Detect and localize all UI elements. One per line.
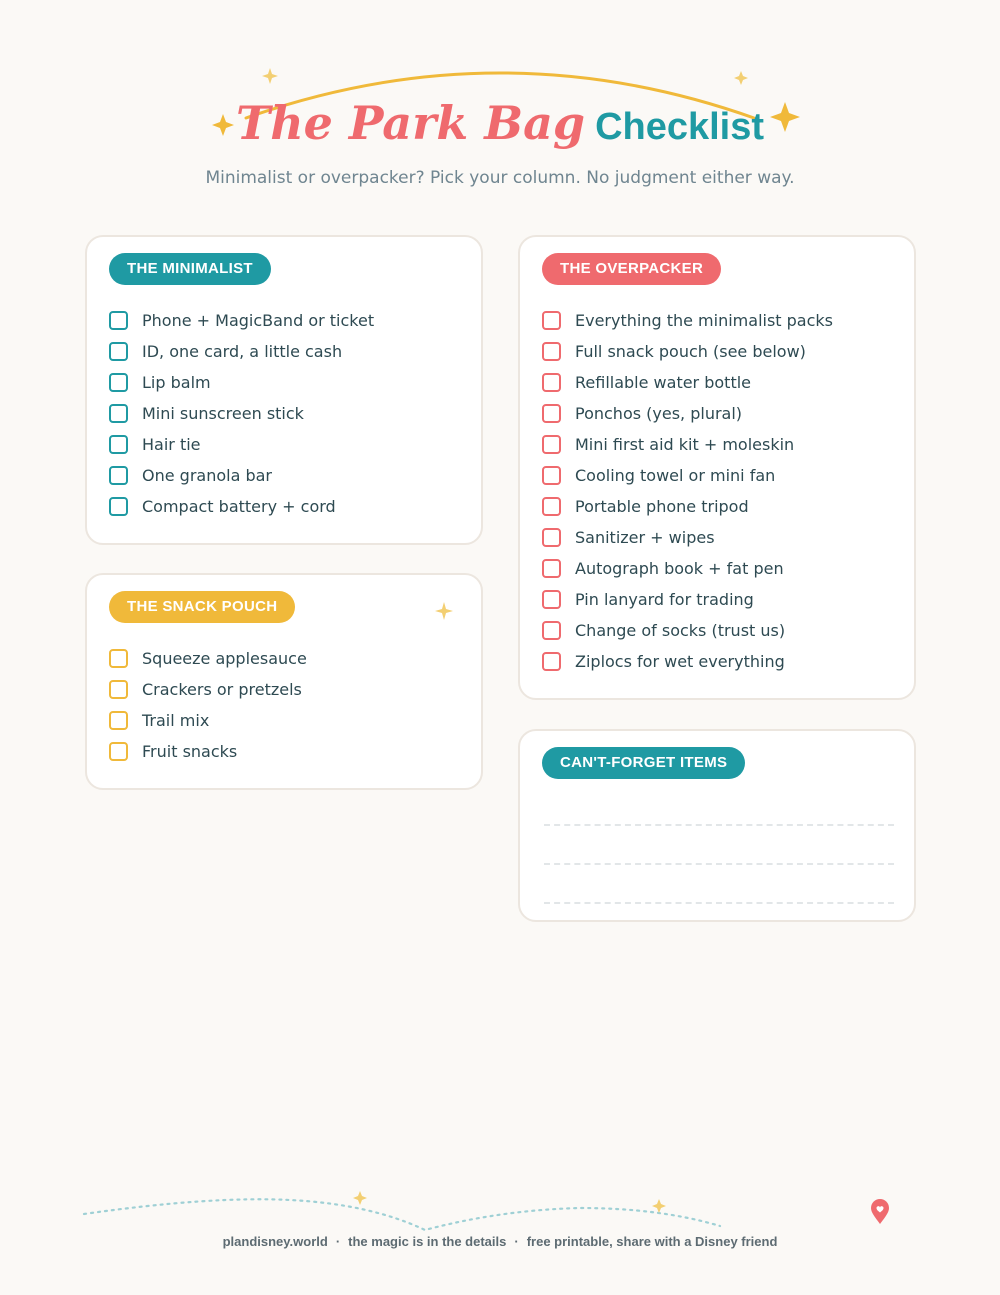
list-item bbox=[109, 367, 374, 398]
checkbox[interactable] bbox=[109, 497, 128, 516]
item-label: Cooling towel or mini fan bbox=[575, 466, 776, 485]
item-label: Ponchos (yes, plural) bbox=[575, 404, 743, 423]
snack-pouch-card bbox=[85, 573, 483, 790]
footer-site: plandisney.world bbox=[222, 1234, 328, 1249]
checkbox[interactable] bbox=[542, 435, 561, 454]
list-item bbox=[542, 460, 833, 491]
footer-decoration bbox=[0, 1180, 1000, 1240]
cant-forget-label: CAN'T-FORGET ITEMS bbox=[542, 747, 745, 779]
snack-pouch-label: THE SNACK POUCH bbox=[109, 591, 295, 623]
list-item bbox=[542, 429, 833, 460]
list-item bbox=[109, 491, 374, 522]
overpacker-card bbox=[518, 235, 916, 700]
checkbox[interactable] bbox=[542, 311, 561, 330]
checkbox[interactable] bbox=[542, 528, 561, 547]
item-label: ID, one card, a little cash bbox=[142, 342, 343, 361]
checkbox[interactable] bbox=[109, 373, 128, 392]
title-bold: Checklist bbox=[595, 106, 765, 148]
checkbox[interactable] bbox=[109, 435, 128, 454]
list-item bbox=[109, 429, 374, 460]
snack-pouch-list bbox=[109, 643, 307, 767]
checkbox[interactable] bbox=[542, 497, 561, 516]
item-label: Pin lanyard for trading bbox=[575, 590, 754, 609]
checkbox[interactable] bbox=[109, 404, 128, 423]
checkbox[interactable] bbox=[542, 652, 561, 671]
list-item bbox=[109, 336, 374, 367]
list-item bbox=[542, 336, 833, 367]
checkbox[interactable] bbox=[109, 680, 128, 699]
map-pin-heart-icon bbox=[870, 1199, 890, 1225]
list-item bbox=[109, 674, 307, 705]
list-item bbox=[542, 615, 833, 646]
footer bbox=[0, 1234, 1000, 1249]
sparkle-icon bbox=[353, 1191, 367, 1205]
list-item bbox=[542, 367, 833, 398]
checkbox[interactable] bbox=[542, 466, 561, 485]
sparkle-icon bbox=[434, 601, 454, 621]
checkbox[interactable] bbox=[542, 590, 561, 609]
minimalist-label: THE MINIMALIST bbox=[109, 253, 271, 285]
checkbox[interactable] bbox=[109, 342, 128, 361]
dotted-wave bbox=[84, 1199, 720, 1230]
item-label: Full snack pouch (see below) bbox=[575, 342, 806, 361]
item-label: Squeeze applesauce bbox=[142, 649, 307, 668]
subtitle: Minimalist or overpacker? Pick your column. No judgment either way. bbox=[205, 168, 795, 188]
item-label: One granola bar bbox=[142, 466, 273, 485]
minimalist-card bbox=[85, 235, 483, 545]
item-label: Portable phone tripod bbox=[575, 497, 749, 516]
checkbox[interactable] bbox=[109, 466, 128, 485]
footer-note: free printable, share with a Disney friend bbox=[526, 1234, 778, 1249]
footer-tagline: the magic is in the details bbox=[348, 1234, 507, 1249]
list-item bbox=[542, 491, 833, 522]
list-item bbox=[542, 584, 833, 615]
item-label: Compact battery + cord bbox=[142, 497, 336, 516]
item-label: Sanitizer + wipes bbox=[575, 528, 715, 547]
list-item bbox=[542, 305, 833, 336]
checkbox[interactable] bbox=[109, 742, 128, 761]
checkbox[interactable] bbox=[542, 404, 561, 423]
checkbox[interactable] bbox=[109, 711, 128, 730]
list-item bbox=[109, 460, 374, 491]
checkbox[interactable] bbox=[542, 559, 561, 578]
item-label: Fruit snacks bbox=[142, 742, 238, 761]
writing-line[interactable] bbox=[544, 824, 894, 826]
list-item bbox=[542, 398, 833, 429]
overpacker-label: THE OVERPACKER bbox=[542, 253, 721, 285]
header bbox=[0, 0, 1000, 200]
sparkle-icon bbox=[652, 1199, 666, 1213]
item-label: Everything the minimalist packs bbox=[575, 311, 834, 330]
item-label: Lip balm bbox=[142, 373, 211, 392]
cant-forget-card bbox=[518, 729, 916, 922]
item-label: Trail mix bbox=[142, 711, 210, 730]
item-label: Mini first aid kit + moleskin bbox=[575, 435, 795, 454]
list-item bbox=[109, 643, 307, 674]
overpacker-list bbox=[542, 305, 833, 677]
footer-separator: · bbox=[514, 1234, 519, 1249]
list-item bbox=[109, 736, 307, 767]
item-label: Mini sunscreen stick bbox=[142, 404, 304, 423]
sparkle-icon bbox=[262, 68, 278, 84]
item-label: Autograph book + fat pen bbox=[575, 559, 784, 578]
list-item bbox=[542, 522, 833, 553]
writing-line[interactable] bbox=[544, 863, 894, 865]
footer-separator: · bbox=[335, 1234, 341, 1249]
list-item bbox=[542, 646, 833, 677]
checkbox[interactable] bbox=[109, 649, 128, 668]
checkbox[interactable] bbox=[542, 621, 561, 640]
sparkle-icon bbox=[734, 71, 748, 85]
minimalist-list bbox=[109, 305, 374, 522]
list-item bbox=[109, 305, 374, 336]
item-label: Change of socks (trust us) bbox=[575, 621, 786, 640]
item-label: Hair tie bbox=[142, 435, 201, 454]
page-title bbox=[0, 96, 1000, 150]
title-script: The Park Bag bbox=[235, 96, 586, 150]
checkbox[interactable] bbox=[542, 342, 561, 361]
writing-line[interactable] bbox=[544, 902, 894, 904]
item-label: Ziplocs for wet everything bbox=[575, 652, 785, 671]
item-label: Crackers or pretzels bbox=[142, 680, 302, 699]
checkbox[interactable] bbox=[542, 373, 561, 392]
list-item bbox=[542, 553, 833, 584]
list-item bbox=[109, 398, 374, 429]
list-item bbox=[109, 705, 307, 736]
checkbox[interactable] bbox=[109, 311, 128, 330]
item-label: Refillable water bottle bbox=[575, 373, 751, 392]
item-label: Phone + MagicBand or ticket bbox=[142, 311, 375, 330]
